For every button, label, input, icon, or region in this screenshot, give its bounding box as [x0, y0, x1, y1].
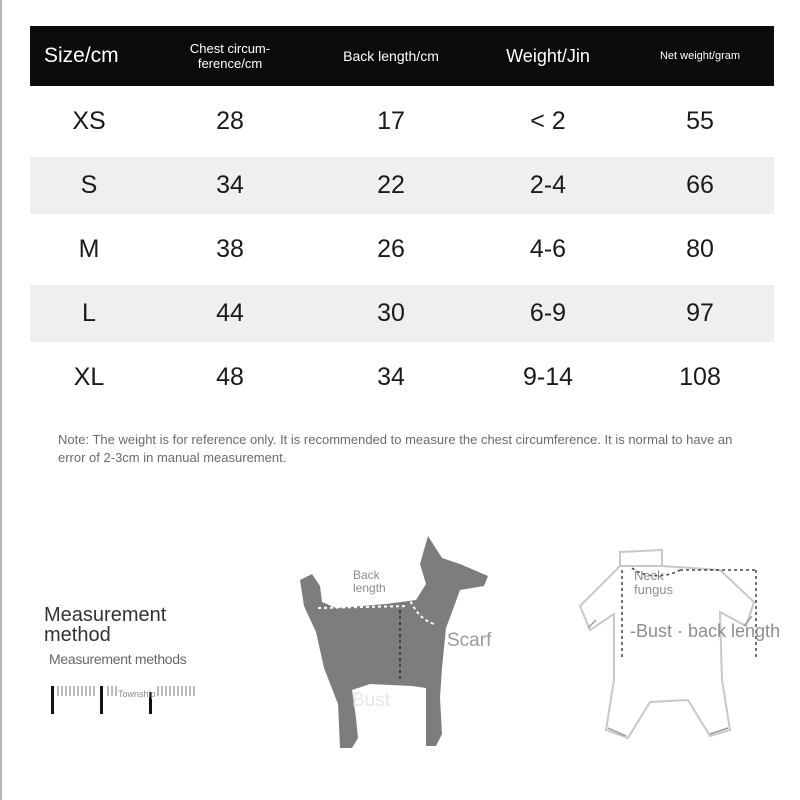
cell-chest: 44: [216, 299, 244, 327]
back-length-line2: length: [353, 581, 386, 595]
table-row: [30, 221, 774, 278]
cell-weight: 9-14: [522, 363, 574, 391]
measurement-title-line1: Measurement: [44, 604, 167, 626]
cell-net: 80: [686, 235, 714, 263]
cell-back: 30: [377, 299, 405, 327]
header-weight: Weight/Jin: [506, 45, 590, 66]
neck-line2: fungus: [634, 582, 674, 597]
header-back-length: Back length/cm: [343, 48, 439, 64]
reference-note: Note: The weight is for reference only. It is recommended to measure the chest circumference. It is normal to have an error of 2-3cm in manual measurement.: [58, 432, 733, 465]
measurement-subtitle: Measurement methods: [49, 651, 187, 667]
measurement-title-line2: method: [44, 624, 111, 646]
cell-chest: 48: [216, 363, 244, 391]
table-row: [30, 285, 774, 342]
neck-line1: Neck: [634, 568, 664, 583]
header-chest-line2: ference/cm: [197, 56, 263, 71]
cell-back: 17: [377, 107, 405, 135]
bust-back-length-label: -Bust · back length: [630, 621, 781, 641]
cell-size: L: [82, 299, 96, 327]
ruler-label: Township: [118, 689, 156, 699]
cell-weight: 4-6: [529, 235, 567, 263]
left-border: [0, 0, 2, 800]
cell-net: 108: [679, 363, 721, 391]
table-row: [30, 157, 774, 214]
table-row: [30, 93, 774, 150]
table-header: [30, 26, 774, 86]
cell-size: M: [78, 235, 100, 263]
cell-size: S: [80, 171, 98, 199]
cell-back: 22: [377, 171, 405, 199]
cell-net: 66: [686, 171, 714, 199]
back-length-label: [353, 569, 386, 595]
table-row: [30, 349, 774, 406]
cell-size: XL: [73, 363, 105, 391]
cell-back: 26: [377, 235, 405, 263]
cell-weight: < 2: [530, 107, 566, 135]
header-size: Size/cm: [44, 44, 119, 67]
size-table: [30, 26, 774, 406]
measurement-title: [44, 605, 166, 645]
pet-clothing-outline-icon: [570, 540, 780, 750]
cell-weight: 6-9: [529, 299, 567, 327]
cell-net: 55: [686, 107, 714, 135]
header-chest: [148, 41, 312, 71]
cell-weight: 2-4: [529, 171, 567, 199]
header-chest-line1: Chest circum-: [189, 41, 271, 56]
cell-size: XS: [72, 107, 106, 135]
neck-label: [634, 569, 673, 597]
cell-chest: 28: [216, 107, 244, 135]
tape-measure-icon: [48, 680, 208, 720]
cell-chest: 38: [216, 235, 244, 263]
cell-net: 97: [686, 299, 714, 327]
header-net-weight: Net weight/gram: [659, 50, 741, 62]
bust-label: Bust: [352, 690, 391, 711]
scarf-label: Scarf: [447, 630, 492, 651]
cell-back: 34: [377, 363, 405, 391]
back-length-line1: Back: [353, 568, 380, 582]
cell-chest: 34: [216, 171, 244, 199]
table-body: [30, 93, 774, 406]
